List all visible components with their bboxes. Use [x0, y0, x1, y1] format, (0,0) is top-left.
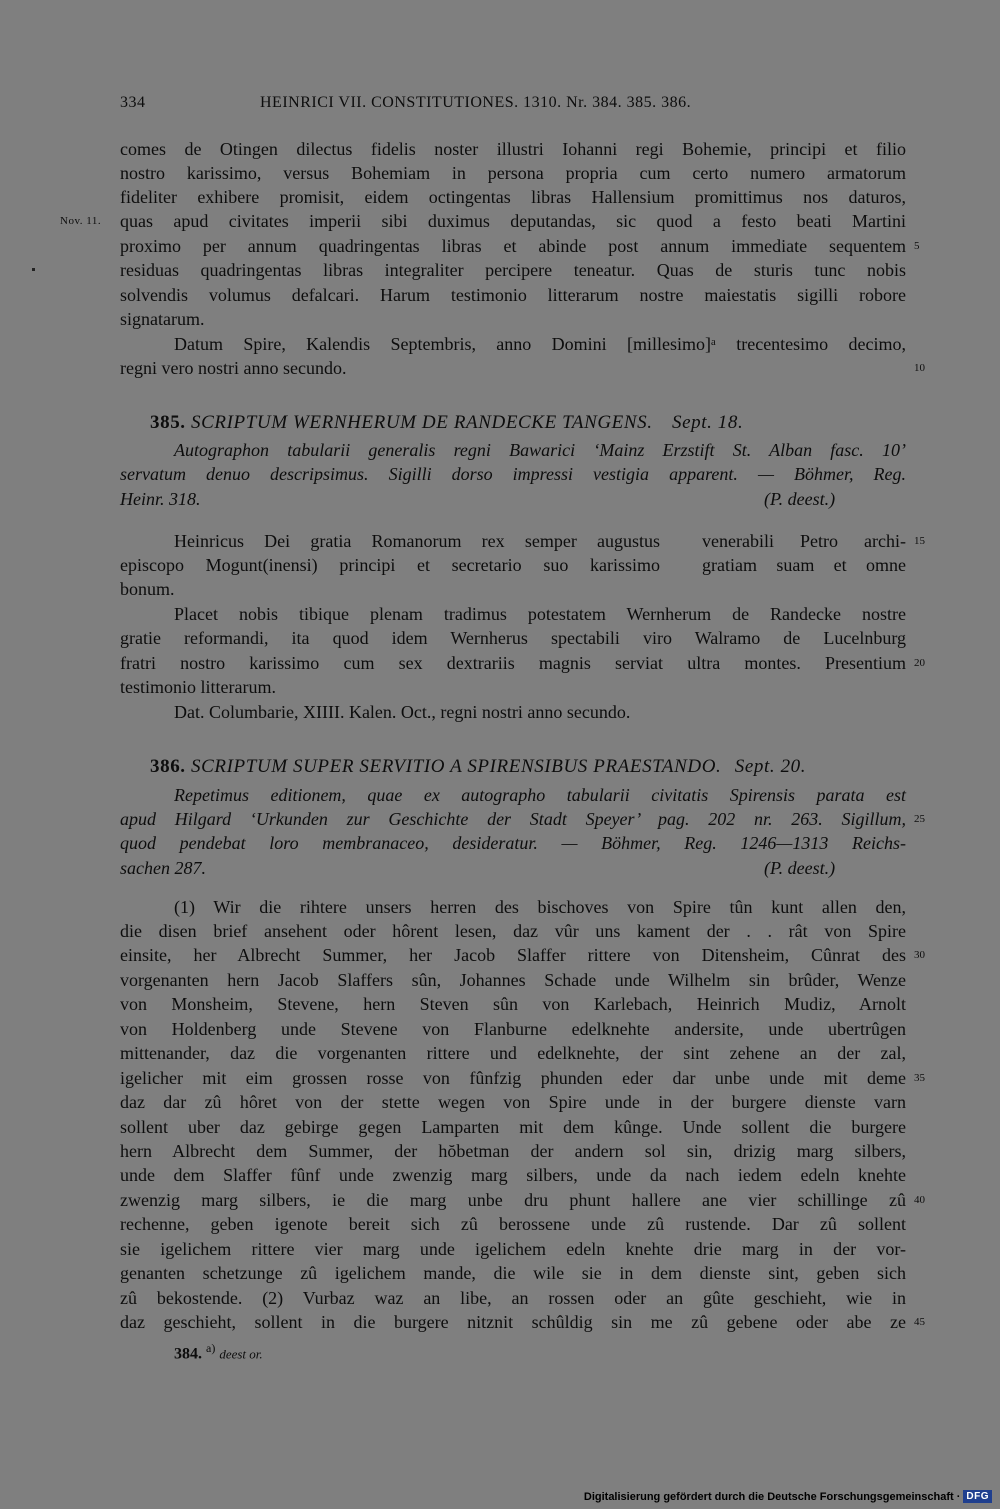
doc-heading-386 — [150, 755, 910, 779]
source-line: Heinr. 318. (P. deest.) — [120, 489, 836, 509]
source-line: sachen 287. (P. deest.) — [120, 858, 836, 878]
text-line: von Holdenberg unde Stevene von Flanburne edelknehte andersite, unde ubertrûgen — [120, 1019, 906, 1039]
text-line: mittenander, daz die vorgenanten rittere und edelknehte, der sint zehene an der zal, — [120, 1043, 906, 1063]
line-number: 25 — [914, 813, 925, 825]
stray-mark — [32, 268, 35, 271]
text-line: zû bekostende. (2) Vurbaz waz an libe, an rossen oder an gûte geschieht, wie in — [120, 1288, 906, 1308]
text-line: (1) Wir die rihtere unsers herren des bischoves von Spire tûn kunt allen den, — [174, 897, 906, 917]
line-number: 10 — [914, 362, 925, 374]
line-number: 40 — [914, 1194, 925, 1206]
text-line: genanten schetzunge zû igelichem mande, die wile sie in dem dienste sint, geben sich — [120, 1263, 906, 1283]
text-line: comes de Otingen dilectus fidelis noster illustri Iohanni regi Bohemie, principi et filio — [120, 139, 906, 159]
source-editor: (P. deest.) — [764, 858, 836, 878]
source-editor: (P. deest.) — [764, 489, 836, 509]
doc-title: SCRIPTUM WERNHERUM DE RANDECKE TANGENS. — [191, 412, 653, 433]
text-line: gratie reformandi, ita quod idem Wernherus spectabili viro Walramo de Lucelnburg — [120, 628, 906, 648]
text-line: sollent uber daz gebirge gegen Lamparten mit dem kûnge. Unde sollent die burgere — [120, 1117, 906, 1137]
source-line: servatum denuo descripsimus. Sigilli dorso impressi vestigia apparent. — Böhmer, Reg. — [120, 464, 906, 484]
doc-date: Sept. 20. — [734, 756, 807, 777]
text-line: von Monsheim, Stevene, hern Steven sûn von Karlebach, Heinrich Mudiz, Arnolt — [120, 994, 906, 1014]
datum-line: Dat. Columbarie, XIIII. Kalen. Oct., regni nostri anno secundo. — [174, 702, 631, 722]
text-line: solvendis volumus defalcari. Harum testimonio litterarum nostre maiestatis sigilli robore — [120, 285, 906, 305]
digitization-credit — [584, 1490, 992, 1503]
source-line: apud Hilgard ‘Urkunden zur Geschichte der Stadt Speyer’ pag. 202 nr. 263. Sigillum, — [120, 809, 906, 829]
footnote-mark: a) — [206, 1341, 216, 1355]
doc-heading-385 — [150, 411, 910, 435]
text-line: zwenzig marg silbers, ie die marg unbe dru phunt hallere ane vier schillinge zû — [120, 1190, 906, 1210]
text-line: proximo per annum quadringentas libras et abinde post annum immediate sequentem — [120, 236, 906, 256]
dfg-logo: DFG — [963, 1490, 992, 1503]
doc-number: 385. — [150, 412, 186, 433]
page-number: 334 — [120, 94, 146, 111]
doc-title: SCRIPTUM SUPER SERVITIO A SPIRENSIBUS PRAESTANDO. — [191, 756, 722, 777]
text-line: einsite, her Albrecht Summer, her Jacob Slaffer rittere von Ditensheim, Cûnrat des — [120, 945, 906, 965]
running-title: HEINRICI VII. CONSTITUTIONES. 1310. Nr. 384. 385. 386. — [260, 94, 692, 111]
text-line: die disen brief ansehent oder hôrent lesen, daz vûr uns kament der . . rât von Spire — [120, 921, 906, 941]
line-number: 30 — [914, 949, 925, 961]
source-line: Autographon tabularii generalis regni Bawarici ‘Mainz Erzstift St. Alban fasc. 10’ — [174, 440, 906, 460]
source-line: quod pendebat loro membranaceo, desideratur. — Böhmer, Reg. 1246—1313 Reichs- — [120, 833, 906, 853]
text-line: Placet nobis tibique plenam tradimus potestatem Wernherum de Randecke nostre — [174, 604, 906, 624]
greeting-line: Heinricus Dei gratia Romanorum rex semper augustus venerabili Petro archi- — [174, 531, 906, 551]
text-line: nostro karissimo, versus Bohemiam in persona propria cum certo numero armatorum — [120, 163, 906, 183]
source-line: Repetimus editionem, quae ex autographo tabularii civitatis Spirensis parata est — [174, 785, 906, 805]
greeting-line: episcopo Mogunt(inensi) principi et secretario suo karissimo gratiam suam et omne — [120, 555, 906, 575]
text-line: hern Albrecht dem Summer, der hŏbetman der andern sol sin, drizig marg silbers, — [120, 1141, 906, 1161]
text-line: unde dem Slaffer fûnf unde zwenzig marg silbers, unde da nach iedem edeln knehte — [120, 1165, 906, 1185]
text-line: daz geschieht, sollent in die burgere nitznit schûldig sin me zû gebene oder abe ze — [120, 1312, 906, 1332]
doc-number: 386. — [150, 756, 186, 777]
doc-date: Sept. 18. — [671, 412, 744, 433]
line-number: 20 — [914, 657, 925, 669]
text-line: quas apud civitates imperii sibi duximus deputandas, sic quod a festo beati Martini — [120, 211, 906, 231]
text-line: fratri nostro karissimo cum sex dextrariis magnis serviat ultra montes. Presentium — [120, 653, 906, 673]
text-line: fideliter exhibere promisit, eidem octingentas libras Hallensium promittimus nos daturos, — [120, 187, 906, 207]
line-number: 35 — [914, 1072, 925, 1084]
credit-text: Digitalisierung gefördert durch die Deutsche Forschungsgemeinschaft · — [583, 1490, 961, 1503]
datum-line: regni vero nostri anno secundo. — [120, 358, 347, 378]
text-line: vorgenanten hern Jacob Slaffers sûn, Johannes Schade unde Wilhelm sin brûder, Wenze — [120, 970, 906, 990]
text-line: bonum. — [120, 579, 175, 599]
text-line: rechenne, geben igenote bereit sich zû berossene unde zû rustende. Dar zû sollent — [120, 1214, 906, 1234]
text-line: residuas quadringentas libras integraliter percipere teneatur. Quas de sturis tunc nobis — [120, 260, 906, 280]
footnote-ref: 384. — [174, 1345, 202, 1363]
margin-date-note: Nov. 11. — [60, 215, 102, 227]
line-number: 5 — [914, 240, 920, 252]
text-line: signatarum. — [120, 309, 205, 329]
text-line: testimonio litterarum. — [120, 677, 276, 697]
datum-line: Datum Spire, Kalendis Septembris, anno Domini [millesimo]ᵃ trecentesimo decimo, — [174, 334, 906, 354]
footnote — [174, 1337, 263, 1365]
text-line: daz dar zû hôret von der stette wegen von Spire unde in der burgere dienste varn — [120, 1092, 906, 1112]
line-number: 45 — [914, 1316, 925, 1328]
text-line: igelicher mit eim grossen rosse von fûnfzig phunden eder dar unbe unde mit deme — [120, 1068, 906, 1088]
footnote-text: deest or. — [219, 1346, 263, 1362]
line-number: 15 — [914, 535, 925, 547]
text-line: sie igelichem rittere vier marg unde igelichem edeln knehte drie marg in der vor- — [120, 1239, 906, 1259]
